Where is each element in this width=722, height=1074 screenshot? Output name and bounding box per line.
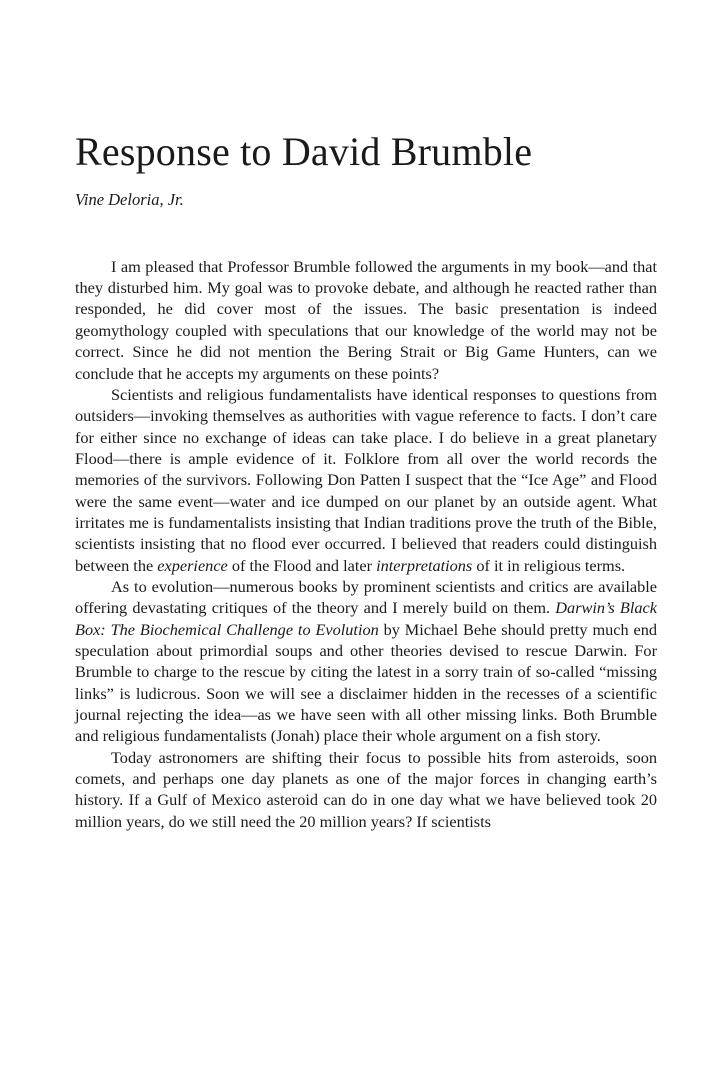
article-body	[75, 256, 657, 832]
book-title-italic: Darwin’s Black Box: The Biochemical Challenge to Evolution	[75, 598, 657, 639]
paragraph-text: of it in religious terms.	[472, 555, 626, 575]
paragraph	[75, 747, 657, 832]
paragraph-text: I am pleased that Professor Brumble followed the arguments in my book—and that they disturbed him. My goal was to provoke debate, and although he reacted rather than responded, he did cover most of the issues. The basic presentation is indeed geomythology coupled with speculations that our knowledge of the world may not be correct. Since he did not mention the Bering Strait or Big Game Hunters, can we conclude that he accepts my arguments on these points?	[75, 256, 657, 383]
article-author: Vine Deloria, Jr.	[75, 190, 184, 209]
italic-term-interpretations: interpretations	[376, 555, 473, 575]
paragraph-text: by Michael Behe should pretty much end speculation about primordial soups and other theories devised to rescue Darwin. For Brumble to charge to the rescue by citing the latest in a sorry train of so-called “missing links” is ludicrous. Soon we will see a disclaimer hidden in the recesses of a scientific journal rejecting the idea—as we have seen with all other missing links. Both Brumble and religious fundamentalists (Jonah) place their whole argument on a fish story.	[75, 619, 657, 746]
paragraph-text: Scientists and religious fundamentalists have identical responses to questions from outsiders—invoking themselves as authorities with vague reference to facts. I don’t care for either since no exchange of ideas can take place. I do believe in a great planetary Flood—there is ample evidence of it. Folklore from all over the world records the memories of the survivors. Following Don Patten I suspect that the “Ice Age” and Flood were the same event—water and ice dumped on our planet by an outside agent. What irritates me is fundamentalists insisting that Indian traditions prove the truth of the Bible, scientists insisting that no flood ever occurred. I believed that readers could distinguish between the	[75, 384, 657, 575]
paragraph	[75, 384, 657, 576]
italic-term-experience: experience	[157, 555, 228, 575]
paragraph-text: As to evolution—numerous books by prominent scientists and critics are available offering devastating critiques of the theory and I merely build on them.	[75, 576, 657, 618]
paragraph-text: Today astronomers are shifting their focus to possible hits from asteroids, soon comets, and perhaps one day planets as one of the major forces in changing earth’s history. If a Gulf of Mexico asteroid can do in one day what we have believed took 20 million years, do we still need the 20 million years? If scientists	[75, 747, 657, 831]
article-title: Response to David Brumble	[75, 129, 533, 174]
paragraph-text: of the Flood and later	[227, 555, 377, 575]
article-page	[75, 128, 657, 832]
paragraph	[75, 576, 657, 747]
paragraph	[75, 256, 657, 384]
